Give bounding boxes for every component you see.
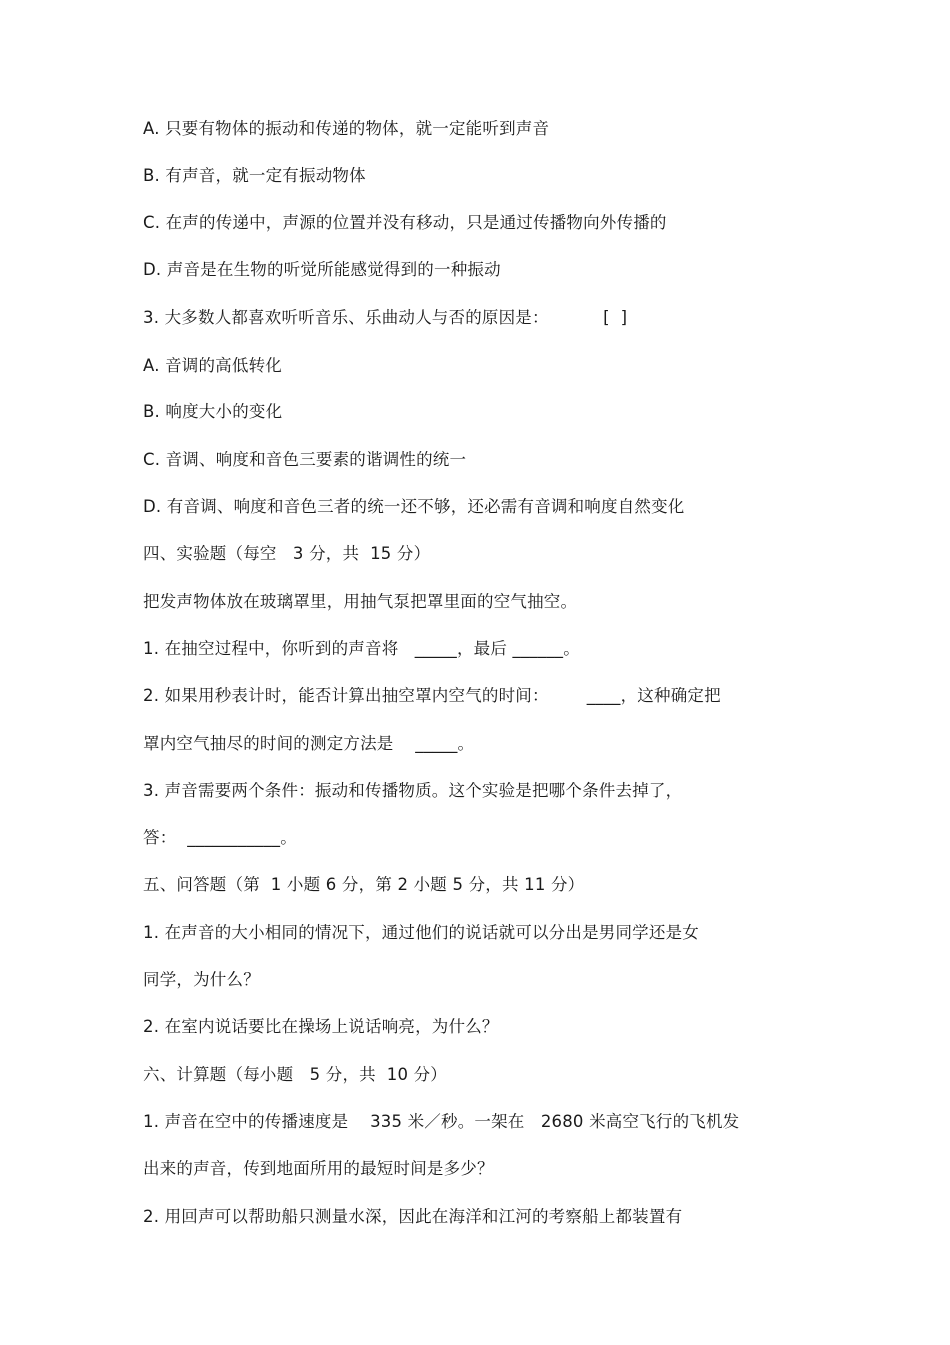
option-c-q2: C. 在声的传递中，声源的位置并没有移动，只是通过传播物向外传播的 <box>143 213 667 232</box>
experiment-question-1: 1. 在抽空过程中，你听到的声音将 _____，最后 ______。 <box>143 639 580 658</box>
option-b-q3: B. 响度大小的变化 <box>143 402 283 421</box>
qa-question-1: 1. 在声音的大小相同的情况下，通过他们的说话就可以分出是男同学还是女 <box>143 923 699 942</box>
question-3: 3. 大多数人都喜欢听听音乐、乐曲动人与否的原因是： [ ] <box>143 308 628 327</box>
experiment-answer-line: 答： ___________。 <box>143 828 297 847</box>
option-a-q3: A. 音调的高低转化 <box>143 356 282 375</box>
calc-question-1: 1. 声音在空中的传播速度是 335 米／秒。一架在 2680 米高空飞行的飞机发 <box>143 1112 740 1131</box>
option-b-q2: B. 有声音，就一定有振动物体 <box>143 166 366 185</box>
option-c-q3: C. 音调、响度和音色三要素的谐调性的统一 <box>143 450 467 469</box>
section-4-intro: 把发声物体放在玻璃罩里，用抽气泵把罩里面的空气抽空。 <box>143 592 578 611</box>
section-6-heading: 六、计算题（每小题 5 分，共 10 分） <box>143 1065 448 1084</box>
experiment-question-3: 3. 声音需要两个条件：振动和传播物质。这个实验是把哪个条件去掉了， <box>143 781 683 800</box>
option-d-q2: D. 声音是在生物的听觉所能感觉得到的一种振动 <box>143 260 501 279</box>
option-d-q3: D. 有音调、响度和音色三者的统一还不够，还必需有音调和响度自然变化 <box>143 497 685 516</box>
qa-question-1-cont: 同学，为什么？ <box>143 970 260 989</box>
section-5-heading: 五、问答题（第 1 小题 6 分，第 2 小题 5 分，共 11 分） <box>143 875 585 894</box>
experiment-question-2: 2. 如果用秒表计时，能否计算出抽空罩内空气的时间： ____，这种确定把 <box>143 686 721 705</box>
option-a-q2: A. 只要有物体的振动和传递的物体，就一定能听到声音 <box>143 119 550 138</box>
experiment-question-2-cont: 罩内空气抽尽的时间的测定方法是 _____。 <box>143 734 475 753</box>
calc-question-2: 2. 用回声可以帮助船只测量水深，因此在海洋和江河的考察船上都装置有 <box>143 1207 683 1226</box>
calc-question-1-cont: 出来的声音，传到地面所用的最短时间是多少？ <box>143 1159 494 1178</box>
qa-question-2: 2. 在室内说话要比在操场上说话响亮，为什么？ <box>143 1017 499 1036</box>
section-4-heading: 四、实验题（每空 3 分，共 15 分） <box>143 544 431 563</box>
